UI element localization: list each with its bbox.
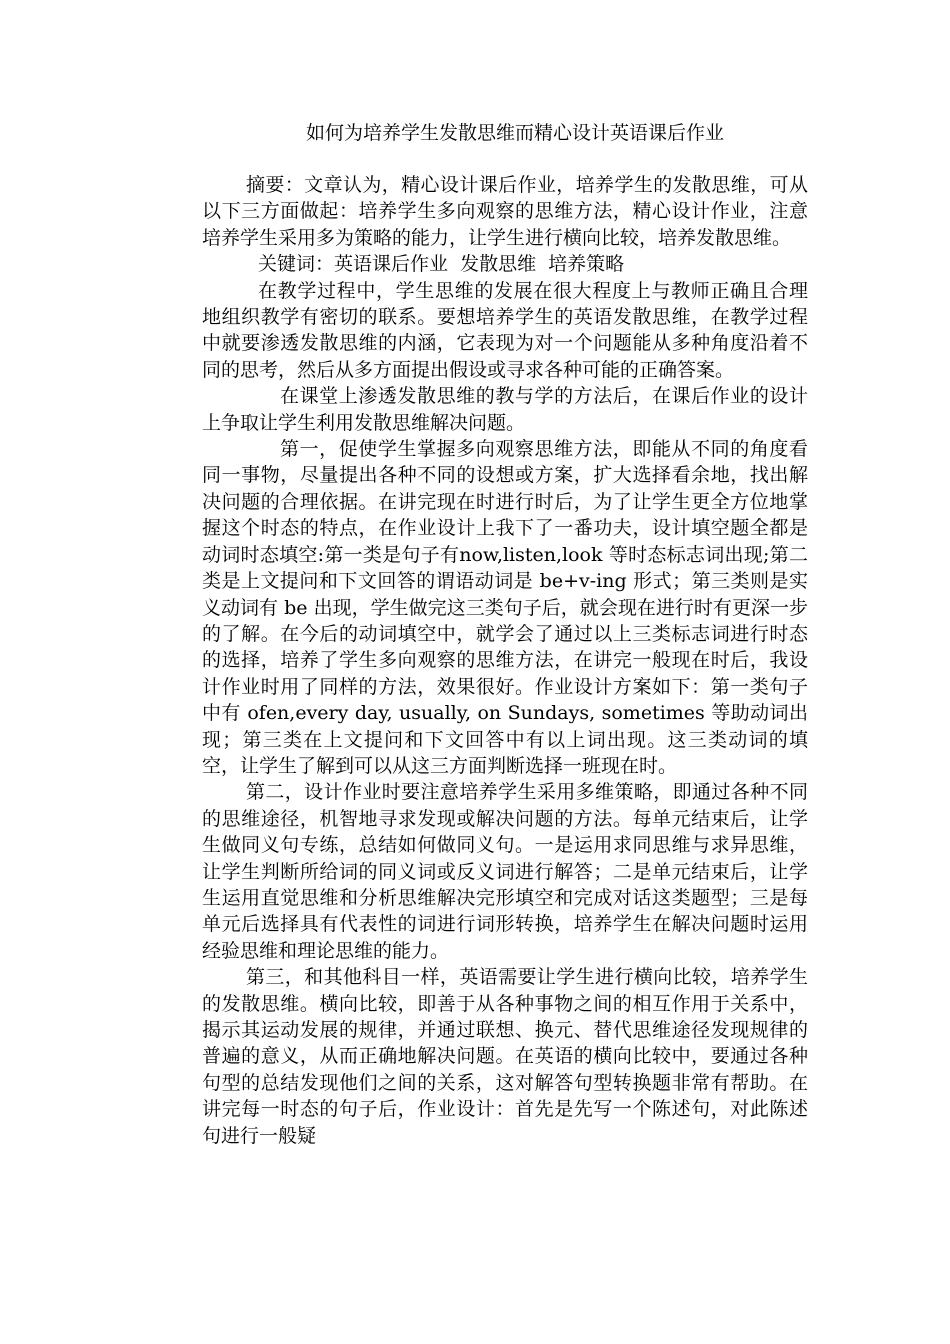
- body-paragraph-5: 第三，和其他科目一样，英语需要让学生进行横向比较，培养学生的发散思维。横向比较，即善于从各种事物之间的相互作用于关系中，揭示其运动发展的规律，并通过联想、换元、替代思维途径发现规律的普遍的意义，从而正确地解决问题。在英语的横向比较中，要通过各种句型的总结发现他们之间的关系，这对解答句型转换题非常有帮助。在讲完每一时态的句子后，作业设计：首先是先写一个陈述句，对此陈述句进行一般疑: [202, 966, 808, 1147]
- body-paragraph-1: 在教学过程中，学生思维的发展在很大程度上与教师正确且合理地组织教学有密切的联系。要想培养学生的英语发散思维，在教学过程中就要渗透发散思维的内涵，它表现为对一个问题能从多种角度沿着不同的思考，然后从多方面提出假设或寻求各种可能的正确答案。: [202, 279, 808, 381]
- keywords-line: 关键词：英语课后作业 发散思维 培养策略: [258, 253, 625, 276]
- body-paragraph-2: 在课堂上渗透发散思维的教与学的方法后，在课后作业的设计上争取让学生利用发散思维解决问题。: [202, 385, 808, 434]
- body-paragraph-4: 第二，设计作业时要注意培养学生采用多维策略，即通过各种不同的思维途径，机智地寻求发现或解决问题的方法。每单元结束后，让学生做同义句专练，总结如何做同义句。一是运用求同思维与求异思维，让学生判断所给词的同义词或反义词进行解答；二是单元结束后，让学生运用直觉思维和分析思维解决完形填空和完成对话这类题型；三是每单元后选择具有代表性的词进行词形转换，培养学生在解决问题时运用经验思维和理论思维的能力。: [202, 781, 808, 962]
- document-page: [202, 118, 808, 1149]
- abstract-paragraph: 摘要：文章认为，精心设计课后作业，培养学生的发散思维，可从以下三方面做起：培养学生多向观察的思维方法，精心设计作业，注意培养学生采用多为策略的能力，让学生进行横向比较，培养发散思维。: [202, 174, 808, 249]
- body-paragraph-3: 第一，促使学生掌握多向观察思维方法，即能从不同的角度看同一事物，尽量提出各种不同的设想或方案，扩大选择看余地，找出解决问题的合理依据。在讲完现在时进行时后，为了让学生更全方位地掌握这个时态的特点，在作业设计上我下了一番功夫，设计填空题全都是动词时态填空:第一类是句子有now,listen,look 等时态标志词出现;第二类是上文提问和下文回答的谓语动词是 be+v-ing 形式；第三类则是实义动词有 be 出现，学生做完这三类句子后，就会现在进行时有更深一步的了解。在今后的动词填空中，就学会了通过以上三类标志词进行时态的选择，培养了学生多向观察的思维方法，在讲完一般现在时后，我设计作业时用了同样的方法，效果很好。作业设计方案如下：第一类句子中有 ofen,every day, usually, on Sundays, sometimes 等助动词出现；第三类在上文提问和下文回答中有以上词出现。这三类动词的填空，让学生了解到可以从这三方面判断选择一班现在时。: [202, 438, 808, 777]
- document-title: 如何为培养学生发散思维而精心设计英语课后作业: [305, 122, 724, 144]
